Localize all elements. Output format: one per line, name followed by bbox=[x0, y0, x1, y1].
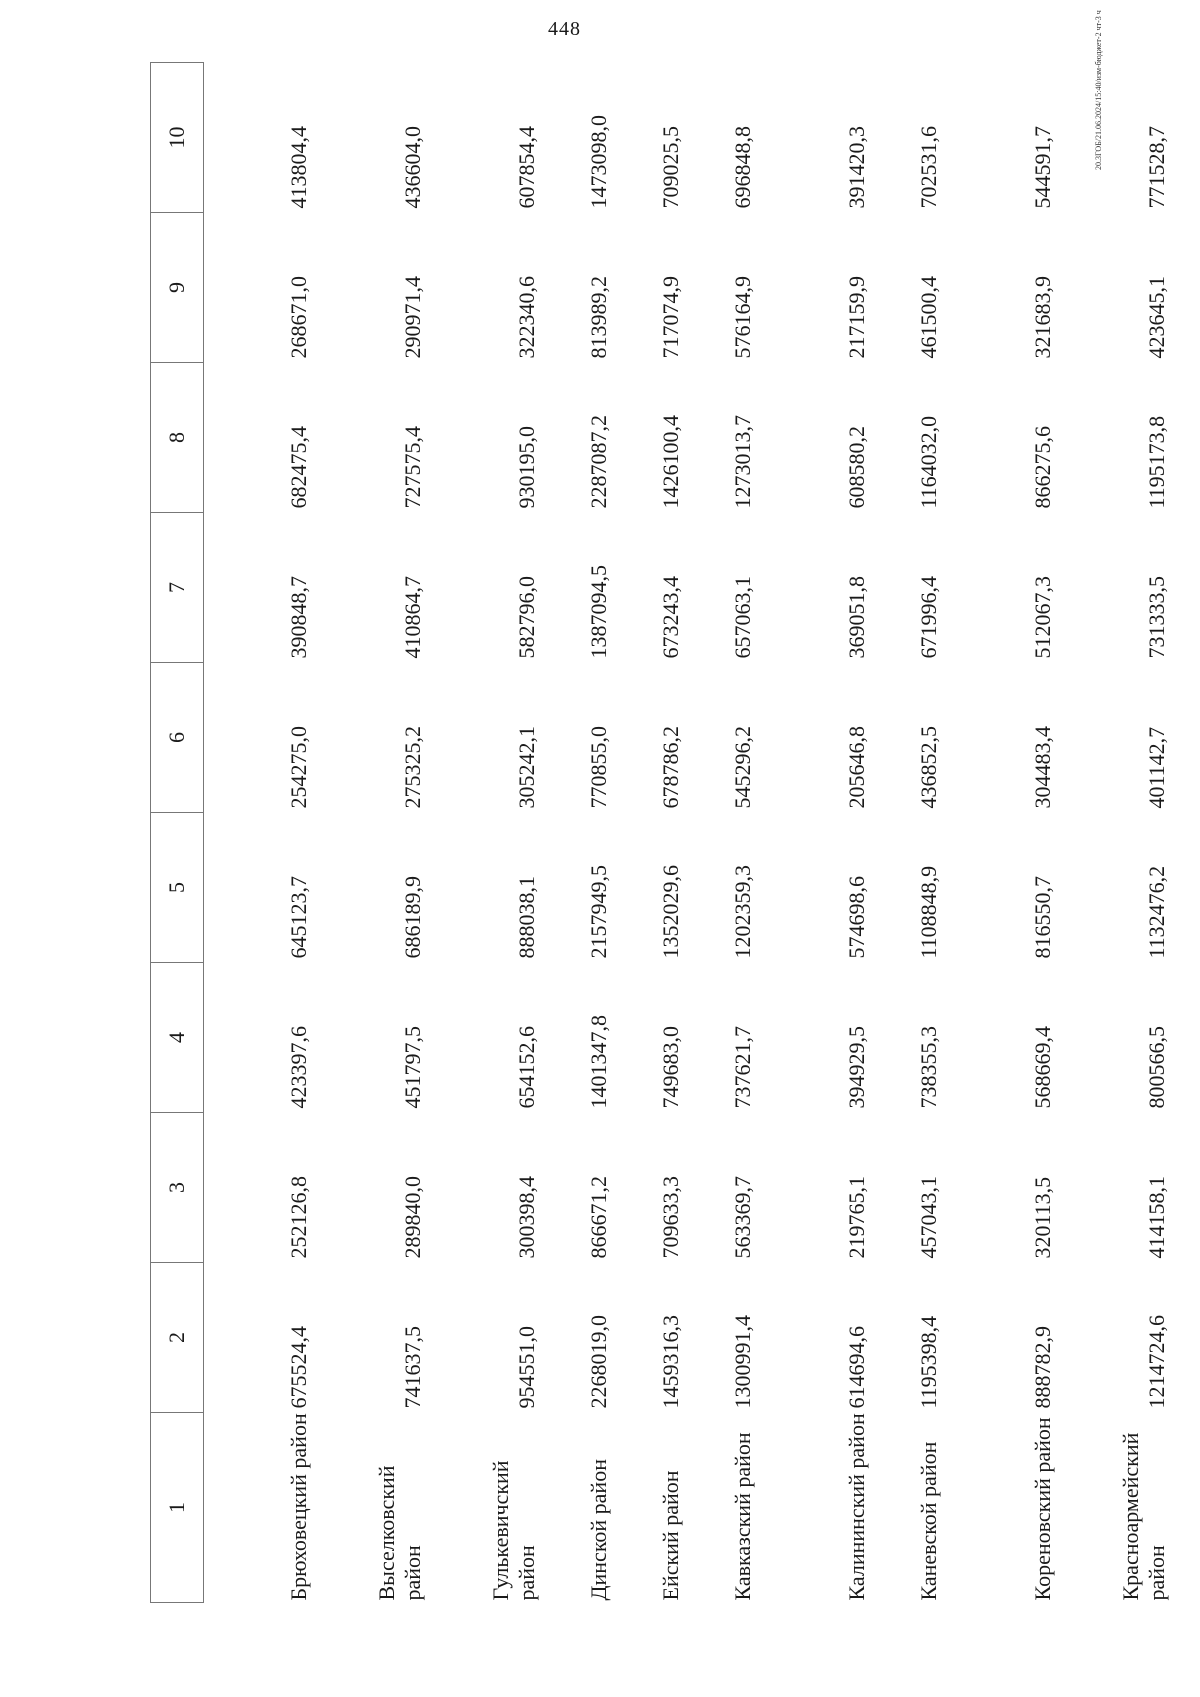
rotated-table-container bbox=[150, 63, 1176, 1603]
column-header: 6 bbox=[151, 663, 204, 813]
table-cell: 866671,2 bbox=[586, 1176, 611, 1259]
table-cell: 451797,5 bbox=[400, 1026, 425, 1109]
table-row bbox=[618, 63, 690, 1603]
table-row bbox=[762, 63, 876, 1603]
district-name: Кореновский район bbox=[1030, 1417, 1055, 1601]
column-header: 2 bbox=[151, 1263, 204, 1413]
page-number: 448 bbox=[548, 18, 581, 40]
table-cell: 866275,6 bbox=[1030, 426, 1055, 509]
table-row bbox=[432, 63, 546, 1603]
table-row bbox=[948, 63, 1062, 1603]
table-cell: 390848,7 bbox=[286, 576, 311, 659]
table-cell: 563369,7 bbox=[730, 1176, 755, 1259]
table-cell: 413804,4 bbox=[286, 126, 311, 209]
column-header: 4 bbox=[151, 963, 204, 1113]
table-cell: 436852,5 bbox=[916, 726, 941, 809]
district-name: Брюховецкий район bbox=[286, 1413, 311, 1601]
table-cell: 657063,1 bbox=[730, 576, 755, 659]
table-cell: 675524,4 bbox=[286, 1326, 311, 1409]
table-cell: 888038,1 bbox=[514, 876, 539, 959]
table-cell: 1459316,3 bbox=[658, 1315, 683, 1409]
table-cell: 654152,6 bbox=[514, 1026, 539, 1109]
table-cell: 544591,7 bbox=[1030, 126, 1055, 209]
table-cell: 512067,3 bbox=[1030, 576, 1055, 659]
table-cell: 1164032,0 bbox=[916, 415, 941, 509]
column-header: 8 bbox=[151, 363, 204, 513]
district-name: Калининский район bbox=[844, 1413, 869, 1601]
table-cell: 682475,4 bbox=[286, 426, 311, 509]
table-row bbox=[546, 63, 618, 1603]
table-cell: 1214724,6 bbox=[1144, 1315, 1169, 1409]
table-cell: 414158,1 bbox=[1144, 1176, 1169, 1259]
table-cell: 702531,6 bbox=[916, 126, 941, 209]
document-code: 20.3ГОБ/21.06.2024/15:40/изм-бюджет-2 чт-3 ч bbox=[1094, 10, 1103, 170]
district-name: Ейский район bbox=[658, 1470, 683, 1601]
table-cell: 645123,7 bbox=[286, 876, 311, 959]
table-cell: 1195398,4 bbox=[916, 1315, 941, 1409]
table-cell: 2268019,0 bbox=[586, 1315, 611, 1409]
table-row bbox=[204, 63, 319, 1603]
table-cell: 800566,5 bbox=[1144, 1026, 1169, 1109]
table-cell: 322340,6 bbox=[514, 276, 539, 359]
table-cell: 1401347,8 bbox=[586, 1015, 611, 1109]
table-cell: 727575,4 bbox=[400, 426, 425, 509]
table-cell: 2287087,2 bbox=[586, 415, 611, 509]
table-cell: 290971,4 bbox=[400, 276, 425, 359]
table-cell: 252126,8 bbox=[286, 1176, 311, 1259]
table-cell: 813989,2 bbox=[586, 276, 611, 359]
table-cell: 678786,2 bbox=[658, 726, 683, 809]
table-cell: 731333,5 bbox=[1144, 576, 1169, 659]
table-cell: 1132476,2 bbox=[1144, 865, 1169, 959]
table-cell: 275325,2 bbox=[400, 726, 425, 809]
table-cell: 1473098,0 bbox=[586, 115, 611, 209]
table-cell: 686189,9 bbox=[400, 876, 425, 959]
table-cell: 576164,9 bbox=[730, 276, 755, 359]
table-cell: 305242,1 bbox=[514, 726, 539, 809]
table-cell: 1387094,5 bbox=[586, 565, 611, 659]
table-cell: 737621,7 bbox=[730, 1026, 755, 1109]
table-cell: 709025,5 bbox=[658, 126, 683, 209]
table-cell: 391420,3 bbox=[844, 126, 869, 209]
table-cell: 671996,4 bbox=[916, 576, 941, 659]
table-cell: 320113,5 bbox=[1030, 1176, 1055, 1259]
table-cell: 423645,1 bbox=[1144, 276, 1169, 359]
table-cell: 254275,0 bbox=[286, 726, 311, 809]
table-cell: 289840,0 bbox=[400, 1176, 425, 1259]
table-cell: 1108848,9 bbox=[916, 865, 941, 959]
column-header: 10 bbox=[151, 63, 204, 213]
table-cell: 304483,4 bbox=[1030, 726, 1055, 809]
table-cell: 888782,9 bbox=[1030, 1326, 1055, 1409]
table-cell: 673243,4 bbox=[658, 576, 683, 659]
district-name: Кавказский район bbox=[730, 1432, 755, 1601]
table-cell: 205646,8 bbox=[844, 726, 869, 809]
table-cell: 770855,0 bbox=[586, 726, 611, 809]
table-cell: 410864,7 bbox=[400, 576, 425, 659]
table-cell: 709633,3 bbox=[658, 1176, 683, 1259]
table-cell: 717074,9 bbox=[658, 276, 683, 359]
table-cell: 582796,0 bbox=[514, 576, 539, 659]
table-cell: 816550,7 bbox=[1030, 876, 1055, 959]
column-header: 7 bbox=[151, 513, 204, 663]
table-cell: 954551,0 bbox=[514, 1326, 539, 1409]
column-header: 1 bbox=[151, 1413, 204, 1603]
table-cell: 401142,7 bbox=[1144, 726, 1169, 809]
table-cell: 607854,4 bbox=[514, 126, 539, 209]
table-cell: 545296,2 bbox=[730, 726, 755, 809]
table-cell: 1426100,4 bbox=[658, 415, 683, 509]
table-cell: 1195173,8 bbox=[1144, 415, 1169, 509]
table-cell: 457043,1 bbox=[916, 1176, 941, 1259]
table-cell: 930195,0 bbox=[514, 426, 539, 509]
table-cell: 568669,4 bbox=[1030, 1026, 1055, 1109]
table-cell: 219765,1 bbox=[844, 1176, 869, 1259]
district-name: Гулькевичский район bbox=[488, 1460, 539, 1601]
table-cell: 614694,6 bbox=[844, 1326, 869, 1409]
table-cell: 1273013,7 bbox=[730, 415, 755, 509]
district-name: Выселковский район bbox=[374, 1465, 425, 1601]
table-row bbox=[876, 63, 948, 1603]
table-cell: 1202359,3 bbox=[730, 865, 755, 959]
district-name: Красноармейский район bbox=[1118, 1432, 1169, 1601]
header-row bbox=[151, 63, 204, 1603]
table-cell: 436604,0 bbox=[400, 126, 425, 209]
table-cell: 2157949,5 bbox=[586, 865, 611, 959]
table-cell: 461500,4 bbox=[916, 276, 941, 359]
table-cell: 369051,8 bbox=[844, 576, 869, 659]
column-header: 9 bbox=[151, 213, 204, 363]
column-header: 3 bbox=[151, 1113, 204, 1263]
table-cell: 1300991,4 bbox=[730, 1315, 755, 1409]
table-row bbox=[318, 63, 432, 1603]
table-cell: 268671,0 bbox=[286, 276, 311, 359]
table-cell: 738355,3 bbox=[916, 1026, 941, 1109]
district-name: Динской район bbox=[586, 1459, 611, 1601]
district-name: Каневской район bbox=[916, 1441, 941, 1601]
column-header: 5 bbox=[151, 813, 204, 963]
table-cell: 574698,6 bbox=[844, 876, 869, 959]
table-cell: 321683,9 bbox=[1030, 276, 1055, 359]
table-cell: 300398,4 bbox=[514, 1176, 539, 1259]
table-cell: 394929,5 bbox=[844, 1026, 869, 1109]
table-cell: 217159,9 bbox=[844, 276, 869, 359]
table-row bbox=[1062, 63, 1176, 1603]
table-cell: 771528,7 bbox=[1144, 126, 1169, 209]
budget-table bbox=[150, 62, 1176, 1603]
table-row bbox=[690, 63, 762, 1603]
table-cell: 608580,2 bbox=[844, 426, 869, 509]
table-cell: 423397,6 bbox=[286, 1026, 311, 1109]
table-cell: 749683,0 bbox=[658, 1026, 683, 1109]
table-cell: 1352029,6 bbox=[658, 865, 683, 959]
table-cell: 696848,8 bbox=[730, 126, 755, 209]
table-cell: 741637,5 bbox=[400, 1326, 425, 1409]
